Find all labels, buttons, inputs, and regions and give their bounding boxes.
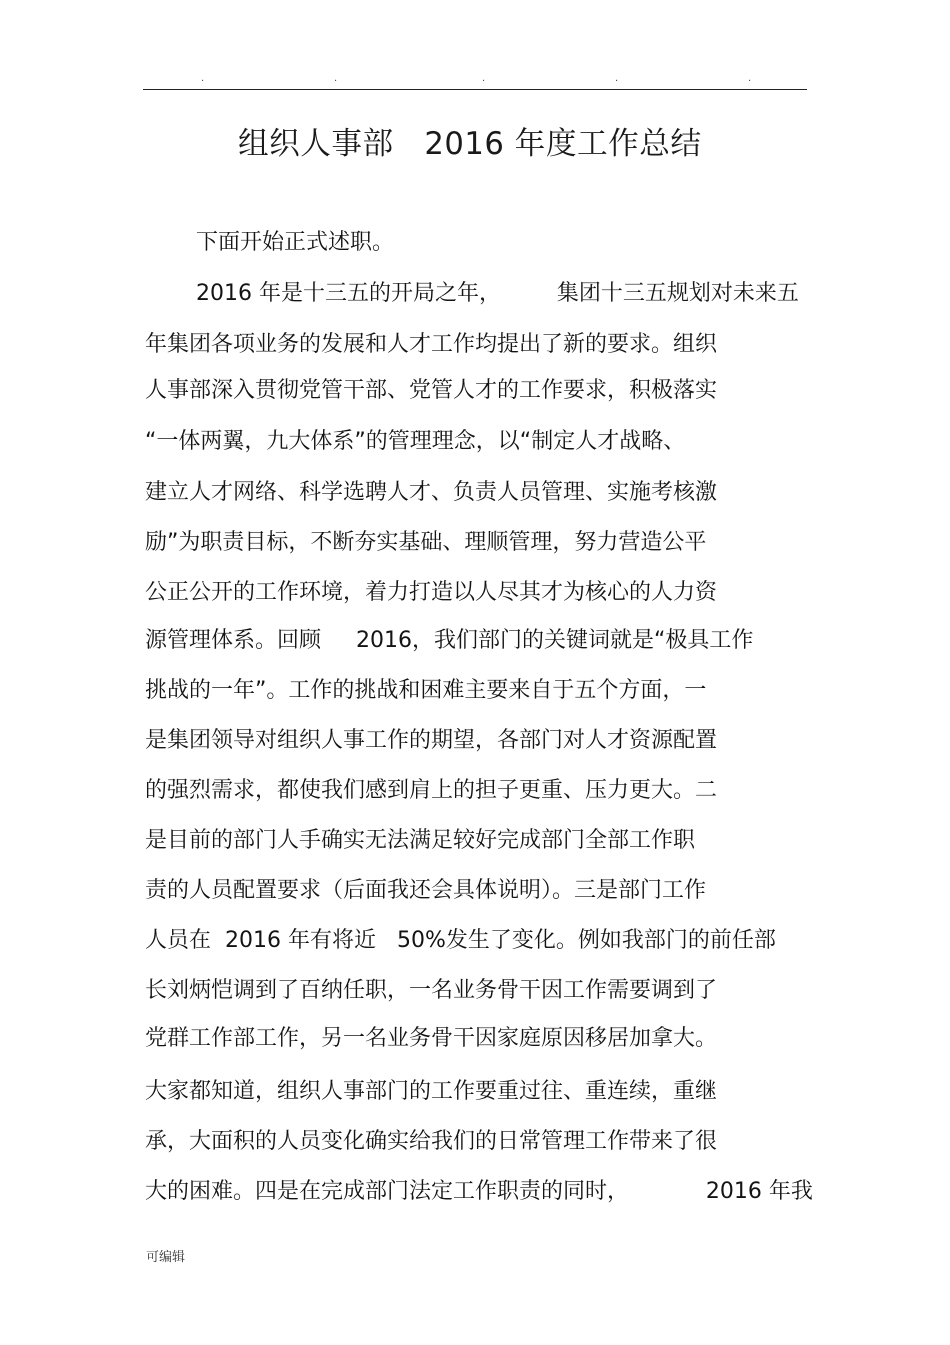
header-dot: . xyxy=(201,73,205,84)
body-line: 是目前的部门人手确实无法满足较好完成部门全部工作职 xyxy=(145,828,696,853)
body-line: 的强烈需求，都使我们感到肩上的担子更重、压力更大。二 xyxy=(145,778,718,803)
body-line: 人事部深入贯彻党管干部、党管人才的工作要求，积极落实 xyxy=(145,378,718,403)
body-line: 2016 年是十三五的开局之年， 集团十三五规划对未来五 xyxy=(196,281,799,306)
body-line: “一体两翼，九大体系”的管理理念，以“制定人才战略、 xyxy=(145,429,686,454)
header-dot: . xyxy=(748,73,752,84)
body-line: 是集团领导对组织人事工作的期望，各部门对人才资源配置 xyxy=(145,728,718,753)
body-line: 大的困难。四是在完成部门法定工作职责的同时， 2016 年我 xyxy=(145,1179,813,1204)
header-dot: . xyxy=(482,73,486,84)
body-line: 励”为职责目标，不断夯实基础、理顺管理，努力营造公平 xyxy=(145,530,707,555)
body-line: 公正公开的工作环境，着力打造以人尽其才为核心的人力资 xyxy=(145,580,718,605)
body-line: 源管理体系。回顾 2016，我们部门的关键词就是“极具工作 xyxy=(145,628,754,653)
body-line: 责的人员配置要求（后面我还会具体说明）。三是部门工作 xyxy=(145,878,707,903)
body-line: 人员在 2016 年有将近 50%发生了变化。例如我部门的前任部 xyxy=(145,928,776,953)
body-line: 挑战的一年”。工作的挑战和困难主要来自于五个方面，一 xyxy=(145,678,707,703)
document-title: 组织人事部 2016 年度工作总结 xyxy=(237,126,702,162)
body-line: 大家都知道，组织人事部门的工作要重过往、重连续，重继 xyxy=(145,1079,718,1104)
footer-note: 可编辑 xyxy=(146,1250,186,1265)
body-line: 承，大面积的人员变化确实给我们的日常管理工作带来了很 xyxy=(145,1129,718,1154)
header-dot: . xyxy=(334,73,338,84)
body-line: 党群工作部工作，另一名业务骨干因家庭原因移居加拿大。 xyxy=(145,1026,718,1051)
header-rule xyxy=(143,89,807,90)
header-dot: . xyxy=(615,73,619,84)
body-line: 年集团各项业务的发展和人才工作均提出了新的要求。组织 xyxy=(145,332,718,357)
body-line: 下面开始正式述职。 xyxy=(196,230,395,255)
header-dots xyxy=(0,74,950,84)
body-line: 长刘炳恺调到了百纳任职，一名业务骨干因工作需要调到了 xyxy=(145,978,718,1003)
body-line: 建立人才网络、科学选聘人才、负责人员管理、实施考核激 xyxy=(145,480,718,505)
